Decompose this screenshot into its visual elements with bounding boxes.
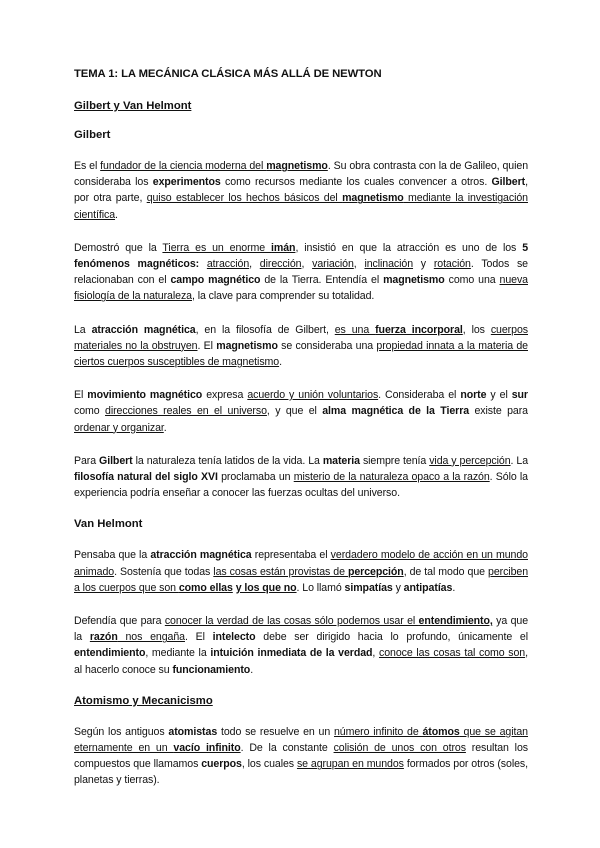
section-heading-atomismo-mecanicismo: Atomismo y Mecanicismo — [74, 694, 213, 707]
text-run: . Todos se relacionaban con el — [74, 258, 528, 287]
paragraph-van-helmont-atraccion — [74, 547, 528, 596]
text-run: , — [249, 258, 260, 271]
text-run: Demostró que la — [74, 241, 163, 254]
text-run: , — [372, 647, 379, 660]
text-run: atracción — [206, 258, 250, 271]
text-run: formados por otros (soles, planetas y tierras). — [74, 758, 528, 787]
text-run: . El — [184, 631, 213, 644]
text-run: cuerpos materiales no la obstruyen — [74, 323, 528, 352]
text-run: Para — [74, 454, 100, 467]
text-run: variación — [312, 258, 354, 271]
text-run: experimentos — [152, 176, 221, 189]
text-run: , mediante la — [145, 647, 211, 660]
text-run: como — [74, 405, 106, 418]
text-run: rotación — [433, 258, 471, 271]
text-run: representaba el — [251, 549, 331, 562]
text-run: . Sostenía que todas — [114, 565, 214, 578]
text-run: vacío infinito — [173, 742, 241, 755]
text-run: 5 fenómenos magnéticos: — [74, 241, 529, 271]
text-run: átomos — [422, 725, 460, 738]
text-run: fundador de la ciencia moderna del — [100, 160, 267, 172]
text-run: nueva fisiología de la naturaleza — [74, 274, 528, 303]
document-page — [74, 68, 528, 806]
text-run: Defendía que para — [74, 615, 165, 628]
text-run: atracción magnética — [150, 549, 252, 562]
text-run: . — [279, 356, 282, 369]
text-run: , los — [462, 323, 491, 336]
text-run: funcionamiento — [172, 663, 251, 676]
text-run: y el — [486, 389, 512, 402]
text-run: como una — [444, 274, 500, 287]
text-run: simpatías — [344, 581, 393, 594]
text-run: movimiento magnético — [87, 389, 203, 402]
text-run: propiedad innata a la materia de ciertos cuerpos susceptibles de magnetismo — [74, 339, 528, 369]
subheading-van-helmont: Van Helmont — [74, 518, 143, 531]
text-run: todo se resuelve en un — [217, 725, 334, 738]
text-run: magnetismo — [383, 274, 445, 287]
text-run: cuerpos — [201, 758, 242, 771]
text-run: debe ser dirigido hacia lo profundo, únicamente el — [255, 631, 528, 644]
text-run: , en la filosofía de Gilbert, — [195, 323, 335, 336]
text-run: siempre tenía — [359, 454, 430, 467]
text-run: ordenar y organizar — [74, 421, 164, 434]
text-run: , por otra parte, — [74, 176, 528, 205]
text-run: mediante la investigación científica — [74, 192, 528, 221]
text-run: . De la constante — [240, 742, 334, 755]
text-run: vida y percepción — [429, 454, 511, 467]
text-run: magnetismo — [266, 160, 328, 172]
text-run: intelecto — [212, 631, 256, 644]
text-run: Tierra es un enorme — [162, 241, 272, 254]
paragraph-atraccion-magnetica — [74, 322, 528, 371]
section-heading-gilbert-van-helmont: Gilbert y Van Helmont — [74, 100, 192, 112]
paragraph-van-helmont-entendimiento — [74, 613, 528, 678]
paragraph-tierra-iman — [74, 240, 528, 305]
text-run: intuición inmediata de la verdad — [210, 647, 373, 660]
text-run: nos engaña — [117, 631, 185, 644]
text-run: , al hacerlo conoce su — [74, 647, 528, 676]
text-run: atracción magnética — [91, 323, 196, 336]
text-run: El — [74, 389, 88, 402]
text-run: , y que el — [266, 405, 323, 418]
paragraph-movimiento-magnetico — [74, 387, 528, 436]
text-run: percepción — [347, 565, 404, 578]
text-run: verdadero modelo de acción en un mundo animado — [74, 549, 528, 578]
text-run: se consideraba una — [277, 339, 377, 352]
text-run: expresa — [202, 389, 248, 402]
text-run: y — [413, 258, 434, 271]
text-run: conoce las cosas tal como son — [378, 647, 526, 660]
text-run: entendimiento, — [418, 615, 493, 628]
text-run: de la Tierra. Entendía el — [260, 274, 384, 287]
text-run: como recursos mediante los cuales convencer a otros. — [220, 176, 492, 189]
text-run: conocer la verdad de las cosas sólo podemos usar el — [164, 615, 419, 628]
text-run: . La — [510, 454, 529, 467]
text-run: norte — [460, 389, 487, 402]
text-run: , la clave para comprender su totalidad. — [191, 290, 375, 303]
text-run: , — [301, 258, 313, 271]
text-run: razón — [89, 631, 118, 644]
text-run: misterio de la naturaleza opaco a la razón — [293, 471, 490, 484]
text-run: fuerza incorporal — [375, 323, 463, 336]
text-run — [199, 258, 207, 270]
text-run: entendimiento — [74, 647, 146, 660]
text-run: inclinación — [364, 258, 414, 271]
text-run: . — [250, 663, 254, 676]
text-run: . Sólo la experiencia podría enseñar a conocer las fuerzas ocultas del universo. — [74, 471, 528, 500]
text-run: , los cuales — [241, 758, 297, 771]
text-run: antipatías — [403, 581, 453, 594]
text-run: . El — [197, 339, 217, 352]
text-run: que se agitan eternamente en un — [74, 725, 528, 755]
text-run: quiso establecer los hechos básicos del — [146, 192, 343, 205]
text-run: dirección — [259, 258, 302, 271]
text-run: Pensaba que la — [74, 549, 151, 562]
text-run: sur — [511, 389, 528, 402]
text-run: , de tal modo que — [403, 565, 489, 578]
text-run: direcciones reales en el universo — [105, 405, 267, 418]
text-run: materia — [322, 454, 360, 467]
text-run: las cosas están provistas de — [213, 565, 348, 578]
text-run: ya que la — [74, 615, 529, 644]
text-run: . Consideraba el — [378, 389, 461, 402]
text-run: alma magnética de la Tierra — [322, 405, 470, 418]
page-title: TEMA 1: LA MECÁNICA CLÁSICA MÁS ALLÁ DE NEWTON — [74, 68, 382, 80]
text-run: y los que no — [235, 581, 297, 594]
text-run: . Lo llamó — [296, 581, 345, 594]
text-run: la naturaleza tenía latidos de la vida. La — [132, 454, 323, 467]
text-run: y — [392, 581, 404, 594]
text-run: proclamaba un — [217, 471, 294, 484]
text-run: La — [74, 323, 92, 336]
text-run: acuerdo y unión voluntarios — [247, 389, 379, 402]
text-run: Es el — [74, 160, 101, 172]
text-run: . — [452, 581, 456, 594]
text-run: Gilbert — [99, 454, 133, 467]
text-run: , — [353, 258, 365, 271]
text-run: . — [115, 208, 118, 221]
paragraph-naturaleza-vida — [74, 453, 528, 502]
subheading-gilbert: Gilbert — [74, 129, 111, 141]
text-run: se agrupan en mundos — [296, 758, 404, 771]
text-run: es una — [334, 323, 376, 336]
text-run: . — [163, 421, 167, 434]
text-run: colisión de unos con otros — [333, 742, 466, 755]
text-run: número infinito de — [334, 725, 423, 738]
text-run: existe para — [469, 405, 528, 418]
text-run: resultan los compuestos que llamamos — [74, 742, 528, 771]
text-run: . Su obra contrasta con la de Galileo, quien consideraba los — [74, 160, 529, 189]
paragraph-atomistas — [74, 724, 528, 789]
text-run: perciben a los cuerpos que son — [74, 565, 529, 594]
text-run: atomistas — [168, 725, 218, 738]
text-run: imán — [271, 241, 296, 254]
text-run: filosofía natural del siglo XVI — [74, 471, 218, 484]
text-run: magnetismo — [216, 339, 278, 352]
text-run: Según los antiguos — [74, 725, 169, 738]
text-run: , insistió en que la atracción es uno de los — [295, 241, 523, 254]
text-run: Gilbert — [491, 176, 526, 189]
text-run: campo magnético — [170, 274, 261, 287]
paragraph-gilbert-intro — [74, 158, 528, 223]
text-run: magnetismo — [342, 192, 404, 205]
text-run: como ellas — [178, 581, 233, 594]
